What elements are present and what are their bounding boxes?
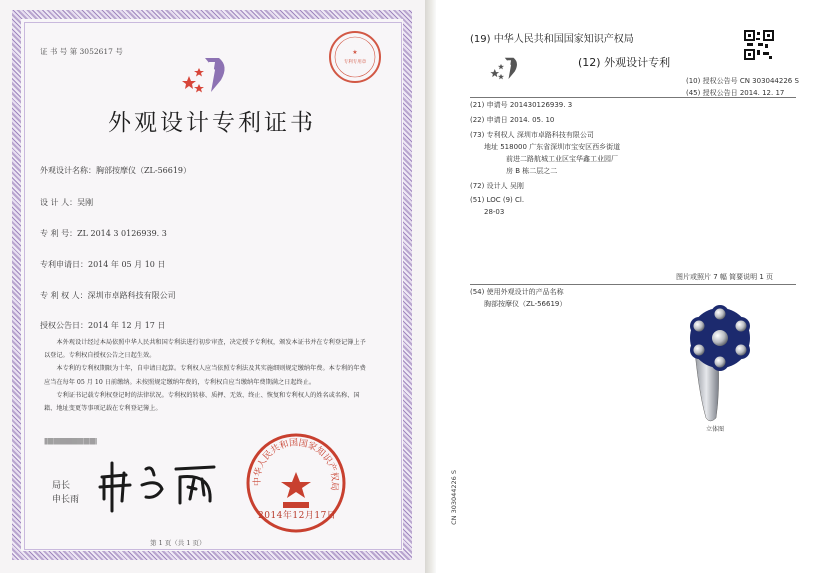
product-image: [680, 300, 760, 425]
director-title: 局长: [52, 481, 71, 491]
application-date: (22) 申请日 2014. 05. 10: [470, 116, 555, 124]
figures-note: 图片或照片 7 幅 简要说明 1 页: [676, 273, 774, 281]
certificate-number: 证 书 号 第 3052617 号: [40, 47, 123, 56]
side-publication-code: CN 303044226 S: [450, 470, 458, 525]
publication-number: (10) 授权公告号 CN 303044226 S: [686, 77, 799, 85]
loc-classification: (51) LOC (9) Cl.: [470, 196, 525, 204]
round-seal-icon: [328, 30, 382, 84]
product-heading: (54) 使用外观设计的产品名称: [470, 288, 564, 296]
patent-number: 专 利 号：ZL 2014 3 0126939. 3: [40, 229, 167, 238]
stamp-date: 2014年12月17日: [258, 511, 337, 521]
product-name: 胸部按摩仪（ZL-56619）: [484, 300, 567, 308]
cnipa-emblem-icon: [486, 54, 526, 84]
view-caption: 立体图: [706, 426, 725, 433]
body-paragraph: 专利证书记载专利权登记时的法律状况。专利权的转移、质押、无效、终止、恢复和专利权人的姓名或名称、国籍、地址变更等事项记载在专利登记簿上。: [44, 391, 360, 413]
grant-date: 授权公告日：2014 年 12 月 17 日: [40, 321, 166, 330]
certificate-footer: 第 1 页（共 1 页）: [150, 539, 206, 547]
application-number: (21) 申请号 201430126939. 3: [470, 101, 573, 109]
svg-text:中华人民共和国国家知识产权局: 中华人民共和国国家知识产权局: [252, 438, 340, 492]
office-name: (19) 中华人民共和国国家知识产权局: [470, 34, 634, 45]
divider: [470, 284, 796, 285]
address-line-3: 房 B 栋二层之二: [506, 167, 558, 175]
publication-designer: (72) 设计人 吴刚: [470, 182, 524, 190]
document-type: (12) 外观设计专利: [578, 56, 671, 69]
address-line-1: 地址 518000 广东省深圳市宝安区西乡街道: [484, 143, 621, 151]
barcode: |||||||||||||||||||||||||||||||||||||||||||||||||||: [44, 438, 97, 445]
design-name: 外观设计名称：胸部按摩仪（ZL-56619）: [40, 166, 192, 175]
svg-text:★: ★: [352, 49, 358, 56]
publication-date: (45) 授权公告日 2014. 12. 17: [686, 89, 785, 97]
filing-date: 专利申请日：2014 年 05 月 10 日: [40, 260, 166, 269]
body-paragraph: 本外观设计经过本局依照中华人民共和国专利法进行初步审查，决定授予专利权，颁发本证书并在专利登记簿上予以登记。专利权自授权公告之日起生效。: [44, 339, 366, 360]
director-name: 申长雨: [52, 495, 80, 505]
divider: [470, 97, 796, 98]
designer: 设 计 人：吴刚: [40, 198, 94, 207]
qr-code-icon: [744, 30, 774, 60]
body-paragraph: 本专利的专利权期限为十年，自申请日起算。专利权人应当依照专利法及其实施细则规定缴纳年费。本专利的年费应当在每年 05 月 10 日前缴纳。未按照规定缴纳年费的，专利权自应当缴纳年费期满之日起终止。: [44, 365, 366, 386]
svg-text:专利专用章: 专利专用章: [343, 60, 367, 65]
loc-class-value: 28-03: [484, 208, 505, 216]
certificate-title: 外观设计专利证书: [108, 110, 316, 136]
cnipa-emblem-icon: [175, 52, 239, 100]
address-line-2: 前进二路航城工业区宝华鑫工业园厂: [506, 155, 618, 163]
patentee: 专 利 权 人：深圳市卓路科技有限公司: [40, 291, 176, 300]
certificate-body: [44, 336, 366, 415]
publication-patentee: (73) 专利权人 深圳市卓路科技有限公司: [470, 131, 594, 139]
director-signature: [92, 455, 222, 515]
page-fold: [425, 0, 436, 573]
